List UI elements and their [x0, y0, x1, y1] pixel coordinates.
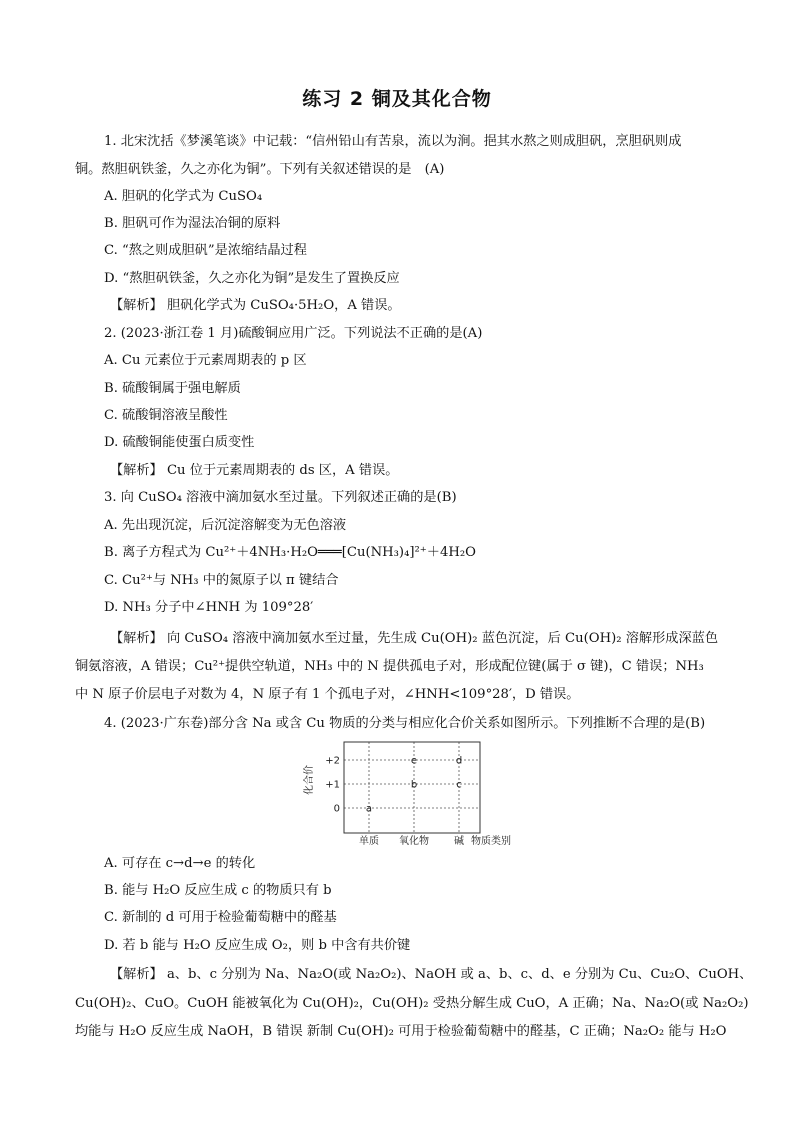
q4-option-c: C. 新制的 d 可用于检验葡萄糖中的醛基 — [104, 910, 337, 925]
q2-option-b: B. 硫酸铜属于强电解质 — [104, 381, 241, 396]
q2-stem: 2. (2023·浙江卷 1 月)硫酸铜应用广泛。下列说法不正确的是(A) — [104, 326, 483, 341]
point-c: c — [456, 779, 462, 791]
q3-option-c: C. Cu²⁺与 NH₃ 中的氮原子以 π 键结合 — [104, 573, 339, 588]
q1-option-b: B. 胆矾可作为湿法冶铜的原料 — [104, 216, 281, 231]
q3-analysis-line2: 铜氨溶液，A 错误；Cu²⁺提供空轨道，NH₃ 中的 N 提供孤电子对，形成配位键(属于 σ 键)，C 错误；NH₃ — [75, 659, 704, 674]
q3-option-d: D. NH₃ 分子中∠HNH 为 109°28′ — [104, 600, 314, 615]
chart-axes — [302, 742, 511, 847]
point-a: a — [365, 803, 373, 815]
valence-classification-chart — [300, 740, 520, 852]
q1-stem-line2: 铜。熬胆矾铁釜，久之亦化为铜”。下列有关叙述错误的是 (A) — [75, 162, 445, 177]
q1-option-a: A. 胆矾的化学式为 CuSO₄ — [104, 189, 263, 204]
q2-analysis: 【解析】 Cu 位于元素周期表的 ds 区，A 错误。 — [110, 463, 399, 478]
point-e: e — [410, 755, 418, 767]
q1-stem-line1: 1. 北宋沈括《梦溪笔谈》中记载：“信州铅山有苦泉，流以为涧。挹其水熬之则成胆矾，烹胆矾则成 — [104, 134, 682, 149]
q4-option-d: D. 若 b 能与 H₂O 反应生成 O₂，则 b 中含有共价键 — [104, 938, 411, 953]
q2-option-a: A. Cu 元素位于元素周期表的 p 区 — [104, 353, 307, 368]
y-tick-label: +1 — [325, 779, 340, 791]
q3-analysis-line1: 【解析】 向 CuSO₄ 溶液中滴加氨水至过量，先生成 Cu(OH)₂ 蓝色沉淀，后 Cu(OH)₂ 溶解形成深蓝色 — [110, 631, 719, 646]
q1-option-c: C. “熬之则成胆矾”是浓缩结晶过程 — [104, 243, 307, 258]
y-tick-label: +2 — [325, 755, 340, 767]
y-axis-label: 化合价 — [304, 765, 315, 795]
q1-option-d: D. “熬胆矾铁釜，久之亦化为铜”是发生了置换反应 — [104, 271, 400, 286]
q1-analysis: 【解析】 胆矾化学式为 CuSO₄·5H₂O，A 错误。 — [110, 298, 401, 313]
q4-analysis-line2: Cu(OH)₂、CuO。CuOH 能被氧化为 Cu(OH)₂，Cu(OH)₂ 受热分解生成 CuO，A 正确；Na、Na₂O(或 Na₂O₂) — [75, 996, 749, 1011]
x-axis-label: 物质类别 — [471, 836, 511, 847]
q4-option-b: B. 能与 H₂O 反应生成 c 的物质只有 b — [104, 883, 332, 898]
q4-analysis-line3: 均能与 H₂O 反应生成 NaOH，B 错误 新制 Cu(OH)₂ 可用于检验葡萄糖中的醛基，C 正确；Na₂O₂ 能与 H₂O — [75, 1024, 727, 1039]
page-title: 练习 2 铜及其化合物 — [302, 88, 492, 110]
q2-option-c: C. 硫酸铜溶液呈酸性 — [104, 408, 228, 423]
y-tick-label: 0 — [333, 803, 340, 815]
q4-option-a: A. 可存在 c→d→e 的转化 — [104, 856, 256, 871]
chart-points — [366, 756, 462, 815]
q4-analysis-line1: 【解析】 a、b、c 分别为 Na、Na₂O(或 Na₂O₂)、NaOH 或 a、b、c、d、e 分别为 Cu、Cu₂O、CuOH、 — [110, 967, 753, 982]
point-b: b — [410, 779, 418, 791]
q2-option-d: D. 硫酸铜能使蛋白质变性 — [104, 435, 255, 450]
x-tick-label: 氧化物 — [399, 836, 429, 847]
point-d: d — [455, 755, 463, 767]
q4-stem: 4. (2023·广东卷)部分含 Na 或含 Cu 物质的分类与相应化合价关系如图所示。下列推断不合理的是(B) — [104, 716, 706, 731]
x-tick-label: 碱 — [454, 836, 464, 847]
q3-analysis-line3: 中 N 原子价层电子对数为 4，N 原子有 1 个孤电子对，∠HNH<109°28′，D 错误。 — [75, 687, 580, 702]
q3-option-b: B. 离子方程式为 Cu²⁺＋4NH₃·H₂O═══[Cu(NH₃)₄]²⁺＋4H₂O — [104, 545, 476, 560]
q3-stem: 3. 向 CuSO₄ 溶液中滴加氨水至过量。下列叙述正确的是(B) — [104, 490, 457, 505]
x-tick-label: 单质 — [359, 836, 379, 847]
q3-option-a: A. 先出现沉淀，后沉淀溶解变为无色溶液 — [104, 518, 347, 533]
